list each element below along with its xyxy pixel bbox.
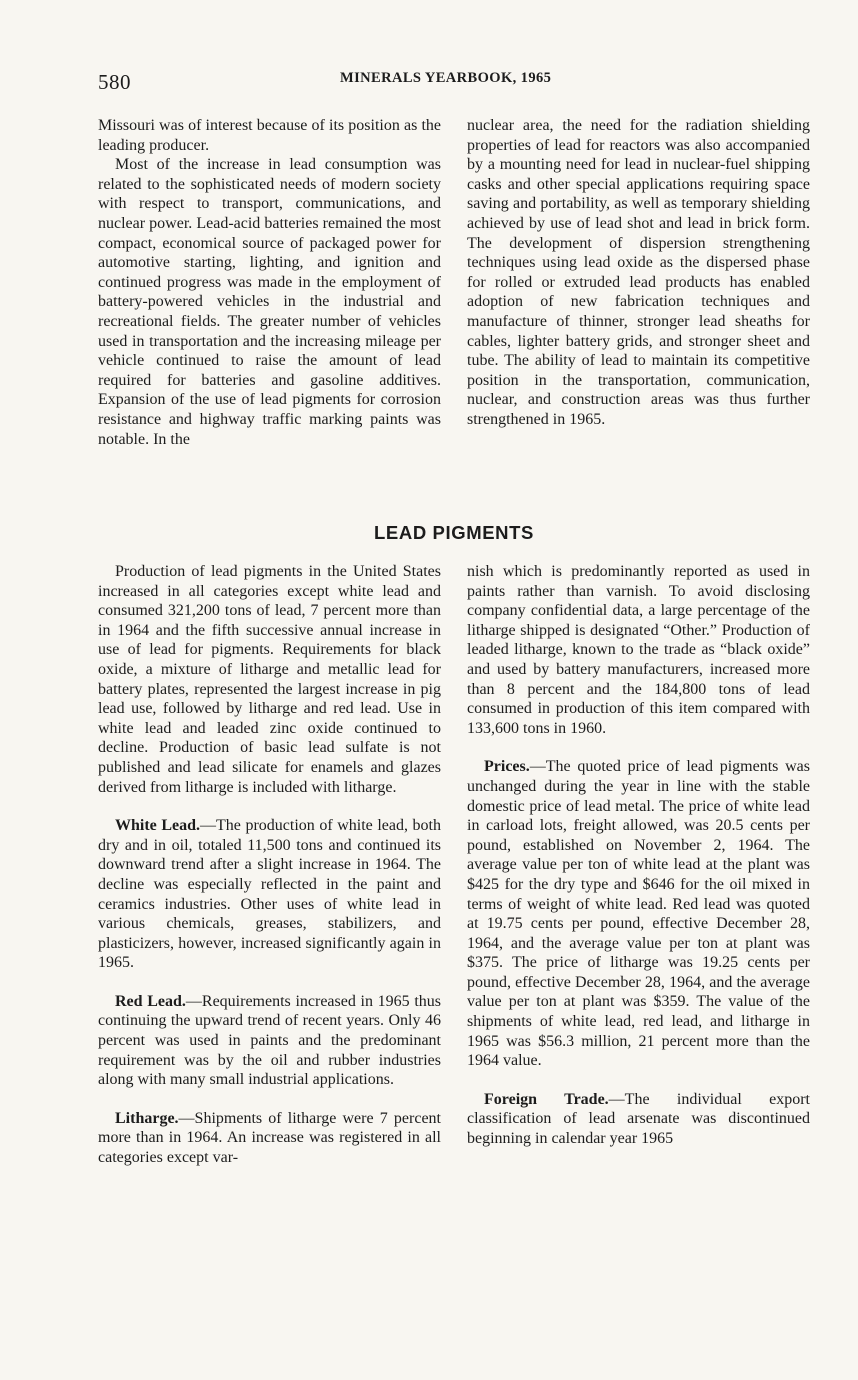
prices-paragraph <box>467 757 810 1071</box>
intro-right-column <box>467 116 810 430</box>
section-left-column <box>98 562 441 1168</box>
intro-left-column <box>98 116 441 449</box>
section-title: LEAD PIGMENTS <box>374 522 534 543</box>
litharge-text: —Shipments of litharge were 7 percent more than in 1964. An increase was registered in all categories except var- <box>98 1109 441 1167</box>
white-lead-heading: White Lead. <box>115 817 201 835</box>
litharge-continued-paragraph: nish which is predominantly reported as used in paints rather than varnish. To avoid disclosing company confidential data, a large percentage of the litharge shipped is designated “Other.” Production of leaded litharge, known to the trade as “black oxide” and used by battery manufacturers, increased more than 8 percent and the 184,800 tons of lead consumed in production of this item compared with 133,600 tons in 1960. <box>467 563 810 737</box>
pigments-intro-paragraph: Production of lead pigments in the United States increased in all categories except white lead and consumed 321,200 tons of lead, 7 percent more than in 1964 and the fifth successive annual increase in use of lead for pigments. Requirements for black oxide, a mixture of litharge and metallic lead for battery plates, represented the largest increase in pig lead use, followed by litharge and red lead. Use in white lead and leaded zinc oxide continued to decline. Production of basic lead sulfate is not published and lead silicate for enamels and glazes derived from litharge is included with litharge. <box>98 563 441 796</box>
foreign-trade-heading: Foreign Trade. <box>484 1090 609 1108</box>
page-number: 580 <box>98 70 131 94</box>
litharge-heading: Litharge. <box>115 1109 179 1127</box>
white-lead-text: —The production of white lead, both dry and in oil, totaled 11,500 tons and continued its downward trend after a slight increase in 1964. The decline was especially reflected in the paint and ceramics industries. Other uses of white lead in various chemicals, greases, stabilizers, and plasticizers, however, increased significantly again in 1965. <box>98 817 441 972</box>
red-lead-heading: Red Lead. <box>115 992 186 1010</box>
red-lead-paragraph <box>98 992 441 1090</box>
prices-heading: Prices. <box>484 758 530 776</box>
litharge-paragraph <box>98 1109 441 1168</box>
section-right-column <box>467 562 810 1149</box>
intro-paragraph-2: Most of the increase in lead consumption was related to the sophisticated needs of modern society with respect to transport, communications, and nuclear power. Lead-acid batteries remained the most compact, economical source of packaged power for automotive starting, lighting, and ignition and continued progress was made in the employment of battery-powered vehicles in the industrial and recreational fields. The greater number of vehicles used in transportation and the increasing mileage per vehicle continued to raise the amount of lead required for batteries and gasoline additives. Expansion of the use of lead pigments for corrosion resistance and highway traffic marking paints was notable. In the <box>98 156 441 448</box>
intro-paragraph-1: Missouri was of interest because of its position as the leading producer. <box>98 117 441 154</box>
red-lead-text: —Requirements increased in 1965 thus continuing the upward trend of recent years. Only 46 percent was used in paints and the predominant requirement was by the oil and rubber industries along with many small industrial applications. <box>98 992 441 1089</box>
foreign-trade-text: —The individual export classification of lead arsenate was discontinued beginning in calendar year 1965 <box>467 1090 810 1148</box>
running-head: MINERALS YEARBOOK, 1965 <box>340 70 552 86</box>
white-lead-paragraph <box>98 816 441 973</box>
intro-paragraph-continued: nuclear area, the need for the radiation shielding properties of lead for reactors was also accompanied by a mounting need for lead in nuclear-fuel shipping casks and other special applications requiring space saving and portability, as well as temporary shielding achieved by use of lead shot and lead in brick form. The development of dispersion strengthening techniques using lead oxide as the dispersed phase for rolled or extruded lead products has enabled adoption of new fabrication techniques and manufacture of thinner, stronger lead sheaths for cables, lighter battery grids, and stronger sheet and tube. The ability of lead to maintain its competitive position in the transportation, communication, nuclear, and construction areas was thus further strengthened in 1965. <box>467 117 810 428</box>
foreign-trade-paragraph <box>467 1090 810 1149</box>
prices-text: —The quoted price of lead pigments was unchanged during the year in line with the stable domestic price of lead metal. The price of white lead in carload lots, freight allowed, was 20.5 cents per pound, established on November 2, 1964. The average value per ton of white lead at the plant was $425 for the dry type and $646 for the oil mixed in terms of weight of white lead. Red lead was quoted at 19.75 cents per pound, effective December 28, 1964, and the average value per ton at plant was $375. The price of litharge was 19.25 cents per pound, effective December 28, 1964, and the average value per ton at plant was $359. The value of the shipments of white lead, red lead, and litharge in 1965 was $56.3 million, 21 percent more than the 1964 value. <box>467 758 810 1070</box>
